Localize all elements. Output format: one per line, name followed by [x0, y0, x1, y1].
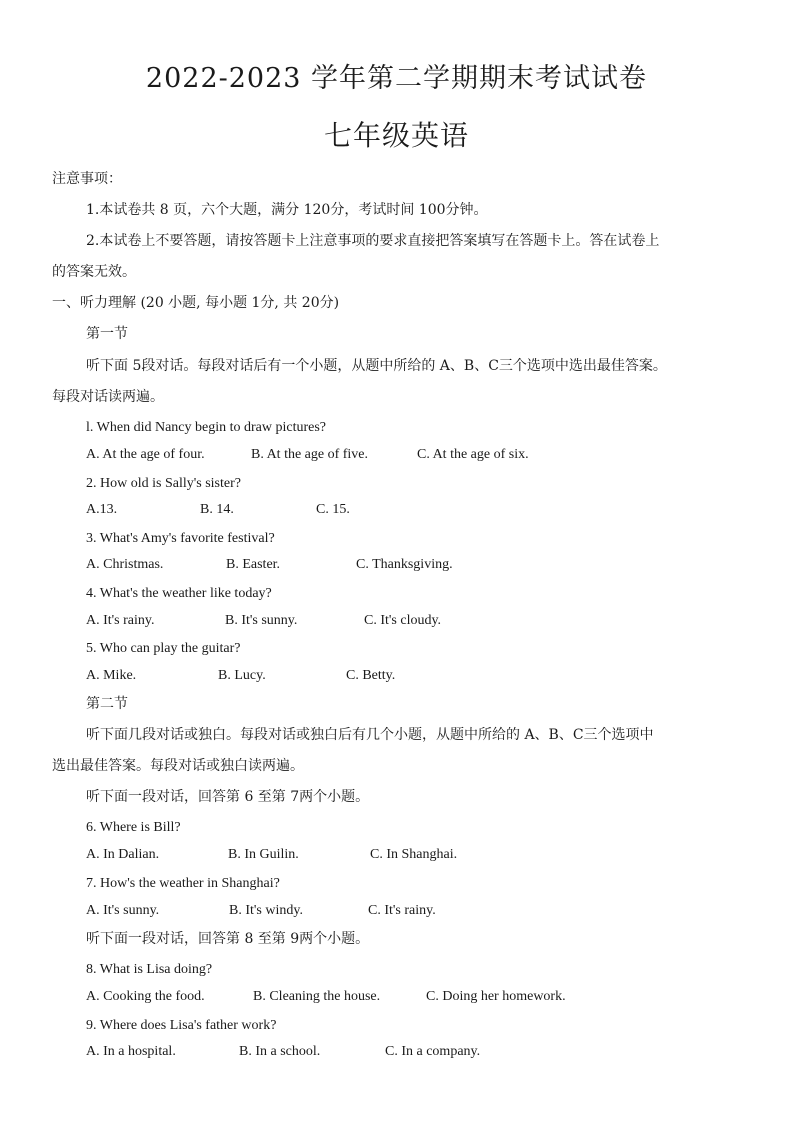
question-5: 5. Who can play the guitar?: [86, 641, 241, 656]
option-c: C. At the age of six.: [417, 447, 529, 462]
option-a: A. In Dalian.: [86, 847, 160, 862]
group-1-instructions: 听下面一段对话，回答第 6 至第 7两个小题。: [86, 789, 370, 805]
option-b: B. It's windy.: [229, 903, 303, 918]
option-c: C. Doing her homework.: [426, 989, 566, 1004]
option-a: A. It's rainy.: [86, 613, 155, 628]
section-heading: 一、听力理解 (20 小题, 每小题 1分, 共 20分): [52, 295, 340, 311]
question-8: 8. What is Lisa doing?: [86, 962, 213, 977]
part-1-label: 第一节: [86, 326, 128, 342]
group-2-instructions: 听下面一段对话，回答第 8 至第 9两个小题。: [86, 931, 370, 947]
notice-item-2-line-1: 2.本试卷上不要答题，请按答题卡上注意事项的要求直接把答案填写在答题卡上。答在试卷上: [86, 233, 660, 249]
option-a: A.13.: [86, 502, 118, 517]
option-b: B. In a school.: [239, 1044, 321, 1059]
question-9: 9. Where does Lisa's father work?: [86, 1018, 277, 1033]
question-4: 4. What's the weather like today?: [86, 586, 272, 601]
option-b: B. Cleaning the house.: [253, 989, 381, 1004]
option-c: C. It's cloudy.: [364, 613, 442, 628]
option-c: C. It's rainy.: [368, 903, 436, 918]
part-1-instructions-line-1: 听下面 5段对话。每段对话后有一个小题，从题中所给的 A、B、C三个选项中选出最佳答案。: [86, 358, 667, 374]
option-c: C. In a company.: [385, 1044, 481, 1059]
option-c: C. In Shanghai.: [370, 847, 458, 862]
option-c: C. Betty.: [346, 668, 396, 683]
option-b: B. Easter.: [226, 557, 281, 572]
question-1: l. When did Nancy begin to draw pictures?: [86, 420, 327, 435]
option-b: B. Lucy.: [218, 668, 266, 683]
part-2-instructions-line-2: 选出最佳答案。每段对话或独白读两遍。: [52, 758, 304, 774]
option-b: B. It's sunny.: [225, 613, 298, 628]
part-1-instructions-line-2: 每段对话读两遍。: [52, 389, 164, 405]
notice-item-2-line-2: 的答案无效。: [52, 264, 136, 280]
option-a: A. In a hospital.: [86, 1044, 176, 1059]
option-a: A. Christmas.: [86, 557, 164, 572]
option-b: B. 14.: [200, 502, 234, 517]
question-7: 7. How's the weather in Shanghai?: [86, 876, 280, 891]
option-c: C. Thanksgiving.: [356, 557, 453, 572]
question-6: 6. Where is Bill?: [86, 820, 181, 835]
exam-title: 2022-2023 学年第二学期期末考试试卷: [145, 63, 648, 94]
option-a: A. Cooking the food.: [86, 989, 205, 1004]
notice-item-1: 1.本试卷共 8 页，六个大题，满分 120分，考试时间 100分钟。: [86, 202, 488, 218]
notice-heading: 注意事项：: [52, 171, 122, 187]
question-2: 2. How old is Sally's sister?: [86, 476, 241, 491]
part-2-instructions-line-1: 听下面几段对话或独白。每段对话或独白后有几个小题，从题中所给的 A、B、C三个选项中: [86, 727, 654, 743]
option-a: A. At the age of four.: [86, 447, 205, 462]
exam-subtitle: 七年级英语: [323, 119, 469, 152]
option-c: C. 15.: [316, 502, 350, 517]
option-b: B. At the age of five.: [251, 447, 369, 462]
option-a: A. It's sunny.: [86, 903, 160, 918]
option-a: A. Mike.: [86, 668, 137, 683]
option-b: B. In Guilin.: [228, 847, 299, 862]
question-3: 3. What's Amy's favorite festival?: [86, 531, 275, 546]
part-2-label: 第二节: [86, 696, 128, 712]
